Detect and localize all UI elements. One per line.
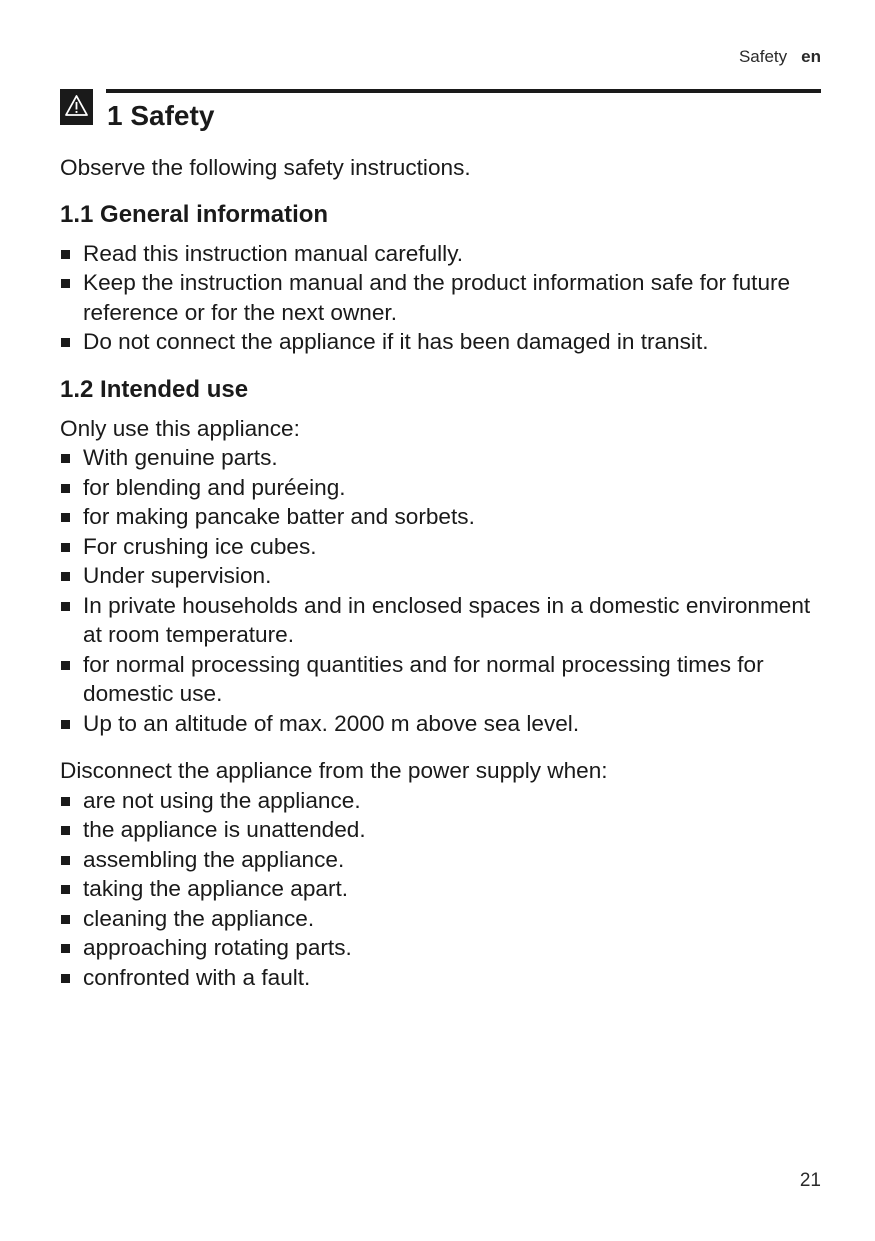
section-heading-intended-use: 1.2 Intended use xyxy=(60,375,249,403)
list-item: taking the appliance apart. xyxy=(60,874,824,904)
list-item: Keep the instruction manual and the product information safe for future reference or for the next owner. xyxy=(60,268,824,327)
disconnect-lead: Disconnect the appliance from the power supply when: xyxy=(60,758,608,783)
page-number: 21 xyxy=(799,1170,821,1191)
list-item: are not using the appliance. xyxy=(60,786,824,816)
list-item: With genuine parts. xyxy=(60,443,824,473)
disconnect-list xyxy=(60,786,824,993)
list-item: confronted with a fault. xyxy=(60,963,824,993)
list-item: Read this instruction manual carefully. xyxy=(60,239,824,269)
section-heading-general: 1.1 General information xyxy=(60,200,329,228)
running-header-section: Safety xyxy=(738,47,788,66)
running-header-language: en xyxy=(801,47,821,66)
list-item: for normal processing quantities and for normal processing times for domestic use. xyxy=(60,650,824,709)
intended-use-lead: Only use this appliance: xyxy=(60,415,300,441)
title-rule xyxy=(106,89,821,93)
intended-use-list xyxy=(60,443,824,738)
list-item: Do not connect the appliance if it has been damaged in transit. xyxy=(60,327,824,357)
list-item: Under supervision. xyxy=(60,561,824,591)
general-list xyxy=(60,239,824,357)
list-item: Up to an altitude of max. 2000 m above sea level. xyxy=(60,709,824,739)
warning-triangle-icon xyxy=(60,89,93,125)
list-item: For crushing ice cubes. xyxy=(60,532,824,562)
list-item: for blending and puréeing. xyxy=(60,473,824,503)
list-item: In private households and in enclosed spaces in a domestic environment at room temperature. xyxy=(60,591,824,650)
page-title: 1 Safety xyxy=(107,100,215,131)
list-item: for making pancake batter and sorbets. xyxy=(60,502,824,532)
intro-text: Observe the following safety instructions. xyxy=(60,155,471,180)
main-content xyxy=(60,153,824,992)
running-header xyxy=(739,47,821,67)
list-item: cleaning the appliance. xyxy=(60,904,824,934)
list-item: assembling the appliance. xyxy=(60,845,824,875)
list-item: approaching rotating parts. xyxy=(60,933,824,963)
list-item: the appliance is unattended. xyxy=(60,815,824,845)
